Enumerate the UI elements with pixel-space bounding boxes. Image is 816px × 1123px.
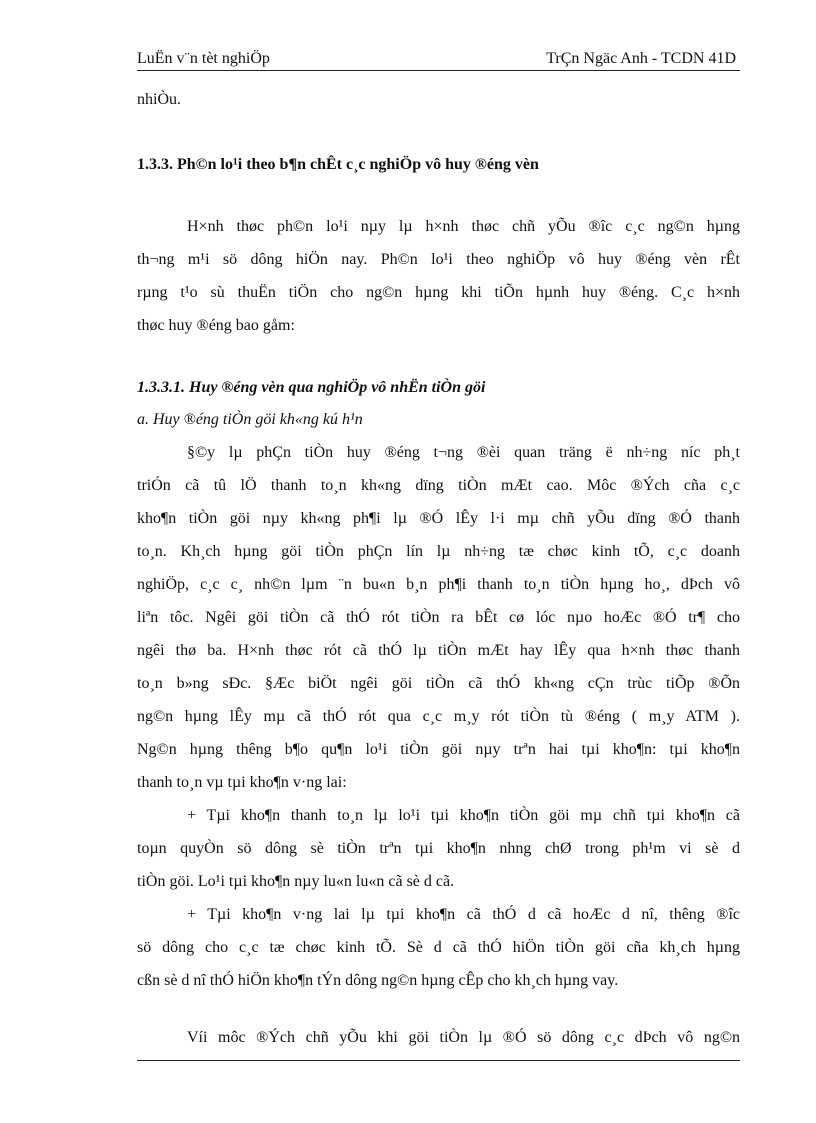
body-line: to¸n. Kh¸ch hµng göi tiÒn phÇn lín lµ nh÷ng tæ chøc kinh tÕ, c¸c doanh bbox=[137, 543, 740, 560]
body-line: H×nh thøc ph©n lo¹i nµy lµ h×nh thøc chñ yÕu ®îc c¸c ng©n hµng bbox=[187, 218, 740, 235]
footer-divider bbox=[137, 1060, 740, 1061]
header-author: TrÇn Ngäc Anh - TCDN 41D bbox=[546, 50, 736, 67]
body-line: ng©n hµng lÊy mµ cã thÓ rót qua c¸c m¸y rót tiÒn tù ®éng ( m¸y ATM ). bbox=[137, 708, 740, 725]
page-header bbox=[137, 50, 740, 71]
section-heading-1-3-3: 1.3.3. Ph©n lo¹i theo b¶n chÊt c¸c nghiÖp vô huy ®éng vèn bbox=[137, 156, 539, 173]
body-line: toµn quyÒn sö dông sè tiÒn trªn tµi kho¶n nhng chØ trong ph¹m vi sè d bbox=[137, 840, 740, 857]
body-line: th¬ng m¹i sö dông hiÖn nay. Ph©n lo¹i theo nghiÖp vô huy ®éng vèn rÊt bbox=[137, 251, 740, 268]
body-line: liªn tôc. Ngêi göi tiÒn cã thÓ rót tiÒn ra bÊt cø lóc nµo hoÆc ®Ó tr¶ cho bbox=[137, 609, 740, 626]
body-line: §©y lµ phÇn tiÒn huy ®éng t¬ng ®èi quan träng ë nh÷ng níc ph¸t bbox=[187, 444, 740, 461]
header-thesis-title: LuËn v¨n tèt nghiÖp bbox=[137, 50, 270, 67]
subsection-heading-a: a. Huy ®éng tiÒn göi kh«ng kú h¹n bbox=[137, 411, 363, 428]
body-line: thøc huy ®éng bao gåm: bbox=[137, 317, 295, 334]
body-line: Ng©n hµng thêng b¶o qu¶n lo¹i tiÒn göi nµy trªn hai tµi kho¶n: tµi kho¶n bbox=[137, 741, 740, 758]
body-line: kho¶n tiÒn göi nµy kh«ng ph¶i lµ ®Ó lÊy l·i mµ chñ yÕu dïng ®Ó thanh bbox=[137, 510, 740, 527]
body-line: triÓn cã tû lÖ thanh to¸n kh«ng dïng tiÒn mÆt cao. Môc ®Ých cña c¸c bbox=[137, 477, 740, 494]
body-line: sö dông cho c¸c tæ chøc kinh tÕ. Sè d cã thÓ hiÖn tiÒn göi cña kh¸ch hµng bbox=[137, 939, 740, 956]
body-line: Víi môc ®Ých chñ yÕu khi göi tiÒn lµ ®Ó sö dông c¸c dÞch vô ng©n bbox=[187, 1029, 740, 1046]
body-line: + Tµi kho¶n v·ng lai lµ tµi kho¶n cã thÓ d cã hoÆc d nî, thêng ®îc bbox=[187, 906, 740, 923]
body-line: to¸n b»ng sÐc. §Æc biÖt ngêi göi tiÒn cã thÓ kh«ng cÇn trùc tiÕp ®Õn bbox=[137, 675, 740, 692]
body-line: nghiÖp, c¸c c¸ nh©n lµm ¨n bu«n b¸n ph¶i thanh to¸n tiÒn hµng ho¸, dÞch vô bbox=[137, 576, 740, 593]
subsection-heading-1-3-3-1: 1.3.3.1. Huy ®éng vèn qua nghiÖp vô nhËn tiÒn göi bbox=[137, 379, 486, 396]
body-line: rµng t¹o sù thuËn tiÖn cho ng©n hµng khi tiÕn hµnh huy ®éng. C¸c h×nh bbox=[137, 284, 740, 301]
body-line: + Tµi kho¶n thanh to¸n lµ lo¹i tµi kho¶n tiÒn göi mµ chñ tµi kho¶n cã bbox=[187, 807, 740, 824]
body-line: thanh to¸n vµ tµi kho¶n v·ng lai: bbox=[137, 774, 347, 791]
body-line: cßn sè d nî thÓ hiÖn kho¶n tÝn dông ng©n hµng cÊp cho kh¸ch hµng vay. bbox=[137, 972, 619, 989]
body-line: nhiÒu. bbox=[137, 91, 181, 108]
body-line: tiÒn göi. Lo¹i tµi kho¶n nµy lu«n lu«n cã sè d cã. bbox=[137, 873, 455, 890]
body-line: ngêi thø ba. H×nh thøc rót cã thÓ lµ tiÒn mÆt hay lÊy qua h×nh thøc thanh bbox=[137, 642, 740, 659]
